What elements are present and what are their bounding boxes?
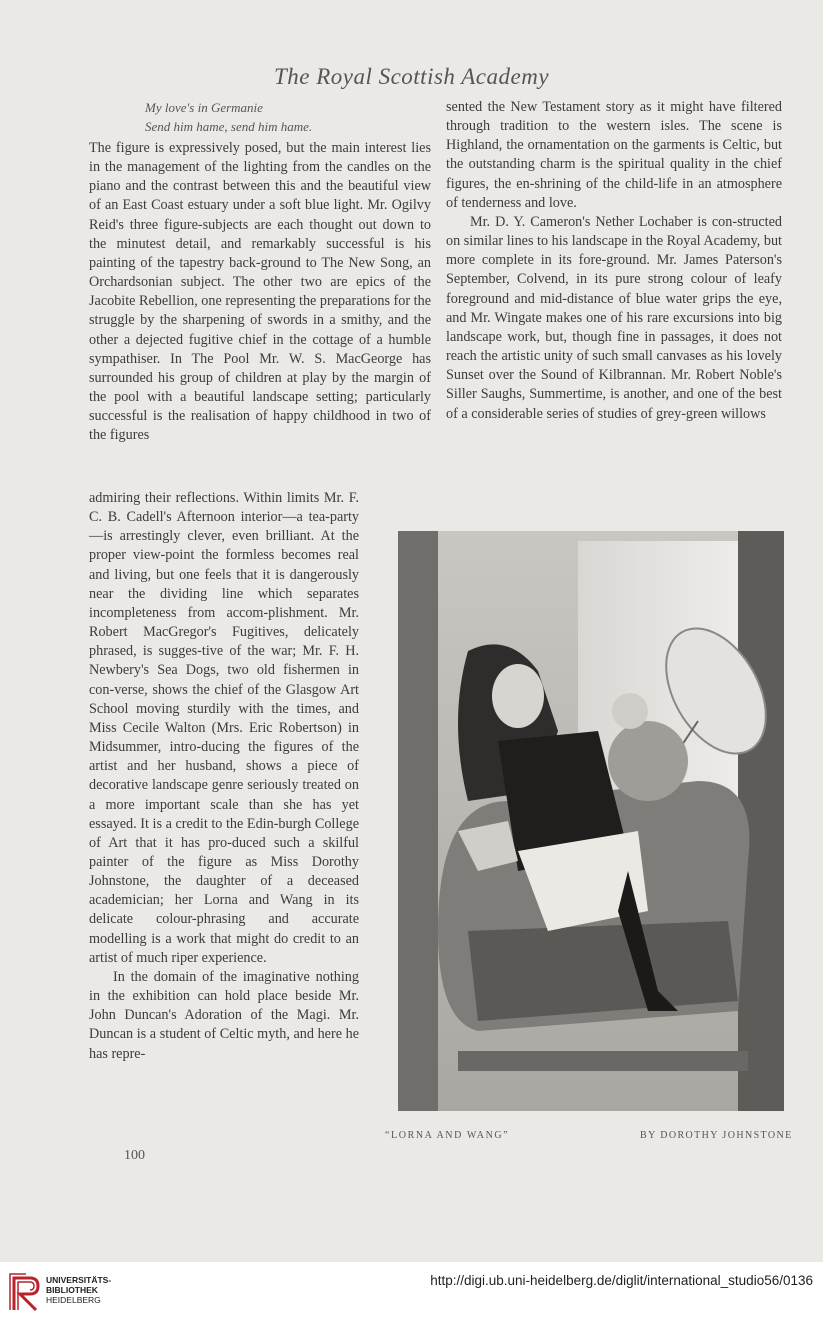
doll-head: [612, 693, 648, 729]
left-column-upper: [89, 98, 431, 446]
verse-line-2: Send him hame, send him hame.: [145, 119, 313, 134]
painting-lorna-and-wang: [398, 531, 784, 1111]
paragraph: admiring their reflections. Within limits Mr. F. C. B. Cadell's Afternoon interior—a tea-party—is arrestingly clever, even brilliant. At the proper view-point the formless becomes real and living, but one feels that it is dangerously near the dividing line which separates incompleteness from accom-plishment. Mr. Robert MacGregor's Fugitives, delicately phrased, is sugges-tive of the war; Mr. F. H. Newbery's Sea Dogs, two old fishermen in con-verse, shows the chief of the Glasgow Art School moving sturdily with the times, and Miss Cecile Walton (Mrs. Eric Robertson) in Midsummer, intro-ducing the figures of the artist and her husband, shows a piece of decorative landscape genre seriously treated on a more important scale than she has yet essayed. It is a credit to the Edin-burgh College of Art that it has pro-duced such a skilful painter of the figure as Miss Dorothy Johnstone, the daughter of a deceased academician; her Lorna and Wang in its delicate colour-phrasing and accurate modelling is a work that might do credit to an artist of much riper experience.: [89, 490, 359, 966]
running-head: The Royal Scottish Academy: [273, 64, 550, 89]
library-line-3: HEIDELBERG: [46, 1295, 101, 1305]
verse-line-1: My love's in Germanie: [145, 100, 263, 115]
left-column-lower: [89, 489, 359, 1064]
painting-image: [398, 531, 784, 1111]
page-number: 100: [124, 1148, 145, 1163]
doll: [608, 721, 688, 801]
curtain-left: [398, 531, 438, 1111]
floor-rug: [458, 1051, 748, 1071]
caption-title: “LORNA AND WANG”: [385, 1130, 510, 1141]
source-url-link[interactable]: http://digi.ub.uni-heidelberg.de/diglit/international_studio56/0136: [430, 1273, 813, 1288]
caption-artist: BY DOROTHY JOHNSTONE: [640, 1130, 793, 1141]
footer-bar: [0, 1262, 823, 1322]
library-name: [46, 1275, 111, 1305]
paragraph: In the domain of the imaginative nothing in the exhibition can hold place beside Mr. John Duncan's Adoration of the Magi. Mr. Duncan is a student of Celtic myth, and here he has repre-: [89, 968, 359, 1062]
right-column: [446, 98, 782, 424]
girl-face: [492, 664, 544, 728]
paragraph: Mr. D. Y. Cameron's Nether Lochaber is con-structed on similar lines to his landscape in the Royal Academy, but more complete in its fore-ground. Mr. James Paterson's September, Colvend, in its pure strong colour of leafy foreground and mid-distance of blue water grips the eye, and Mr. Wingate makes one of his rare excursions into big landscape work, but, though fine in passages, it does not reach the artistic unity of such small canvases as his lovely Sunset over the Sound of Kilbrannan. Mr. Robert Noble's Siller Saughs, Summertime, is another, and one of the best of a considerable series of studies of grey-green willows: [446, 213, 782, 422]
library-line-1: UNIVERSITÄTS-: [46, 1275, 112, 1285]
library-line-2: BIBLIOTHEK: [46, 1285, 98, 1295]
paragraph: The figure is expressively posed, but the main interest lies in the management of the lighting from the candles on the piano and the contrast between this and the beautiful view of an East Coast estuary under a soft blue light. Mr. Ogilvy Reid's three figure-subjects are each thought out down to the minutest detail, and remarkably successful is his painting of the tapestry back-ground to The New Song, an Orchardsonian subject. The other two are epics of the Jacobite Rebellion, one representing the preparations for the struggle by the sharpening of swords in a smithy, and the other a dejected fugitive chief in the cottage of a humble sympathiser. In The Pool Mr. W. S. MacGeorge has surrounded his group of children at play by the margin of the pool with a beautiful landscape setting; particularly successful is the realisation of happy childhood in two of the figures: [89, 140, 431, 444]
library-logo-icon: [8, 1270, 42, 1314]
paragraph: sented the New Testament story as it might have filtered through tradition to the western isles. The scene is Highland, the ornamentation on the garments is Celtic, but the outstanding charm is the spiritual quality in the chief figures, the en-shrining of the child-life in an atmosphere of tenderness and love.: [446, 99, 782, 211]
verse: [145, 98, 431, 136]
